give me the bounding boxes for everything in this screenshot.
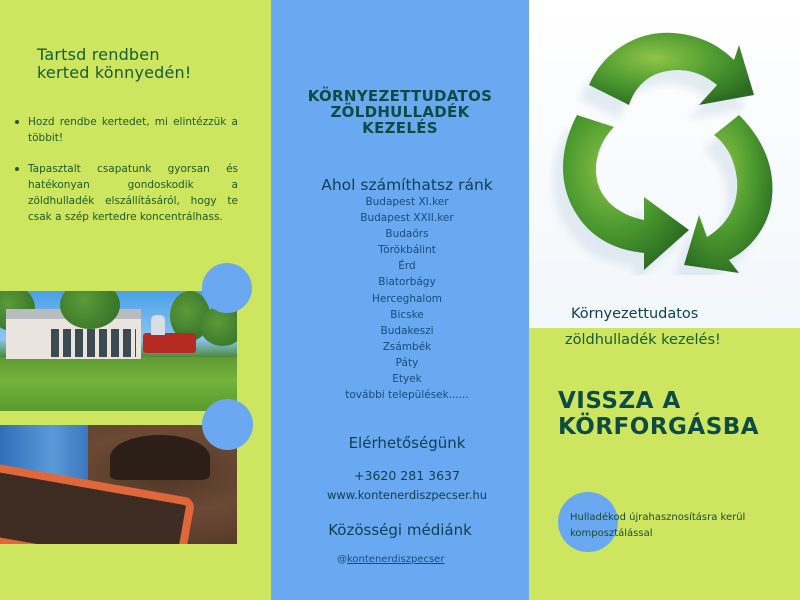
main-heading: KÖRNYEZETTUDATOS ZÖLDHULLADÉK KEZELÉS (307, 87, 493, 137)
location-item: Zsámbék (382, 340, 432, 353)
tagline-line2: zöldhulladék kezelés! (565, 332, 721, 348)
locations-list (271, 194, 543, 403)
benefit-item: Hozd rendbe kertedet, mi elintézzük a többit! (12, 114, 238, 146)
compost-pile-shape (110, 435, 210, 480)
tagline-line1: Környezettudatos (571, 306, 699, 322)
benefit-item: Tapasztalt csapatunk gyorsan és hatékonyan gondoskodik a zöldhulladék elszállításáról, hogy te csak a szép kertedre koncentrálhass. (12, 161, 238, 225)
mower-shape (143, 333, 196, 353)
website-link[interactable]: www.kontenerdiszpecser.hu (326, 488, 488, 502)
location-item: Budaörs (385, 228, 429, 241)
left-heading: Tartsd rendben kerted könnyedén! (37, 45, 192, 82)
phone-number[interactable]: +3620 281 3637 (354, 468, 460, 483)
social-heading: Közösségi médiánk (328, 521, 472, 539)
lawn-mowing-photo (0, 291, 237, 411)
location-item: további települések...... (345, 389, 469, 402)
contact-heading: Elérhetőségünk (348, 434, 466, 452)
compost-wheelbarrow-photo (0, 425, 237, 544)
decorative-circle (202, 399, 253, 450)
location-item: Törökbálint (378, 244, 436, 257)
location-item: Budakeszi (380, 324, 434, 337)
decorative-circle (202, 263, 252, 313)
location-item: Budapest XI.ker (365, 196, 449, 208)
recycle-trees-image (529, 0, 800, 328)
slogan-heading: VISSZA A KÖRFORGÁSBA (558, 388, 760, 440)
locations-heading: Ahol számíthatsz ránk (321, 176, 493, 194)
location-item: Páty (395, 356, 419, 369)
recycle-icon (549, 15, 799, 275)
location-item: Herceghalom (372, 292, 442, 305)
social-handle-link[interactable]: @kontenerdiszpecser (337, 554, 445, 565)
location-item: Érd (398, 260, 416, 273)
location-item: Budapest XXII.ker (360, 212, 454, 225)
location-item: Etyek (392, 373, 422, 386)
benefits-list (12, 114, 238, 240)
location-item: Bicske (390, 308, 424, 321)
location-item: Biatorbágy (378, 276, 436, 289)
compost-description: Hulladékod újrahasznosításra kerül komposztálással (570, 512, 746, 539)
